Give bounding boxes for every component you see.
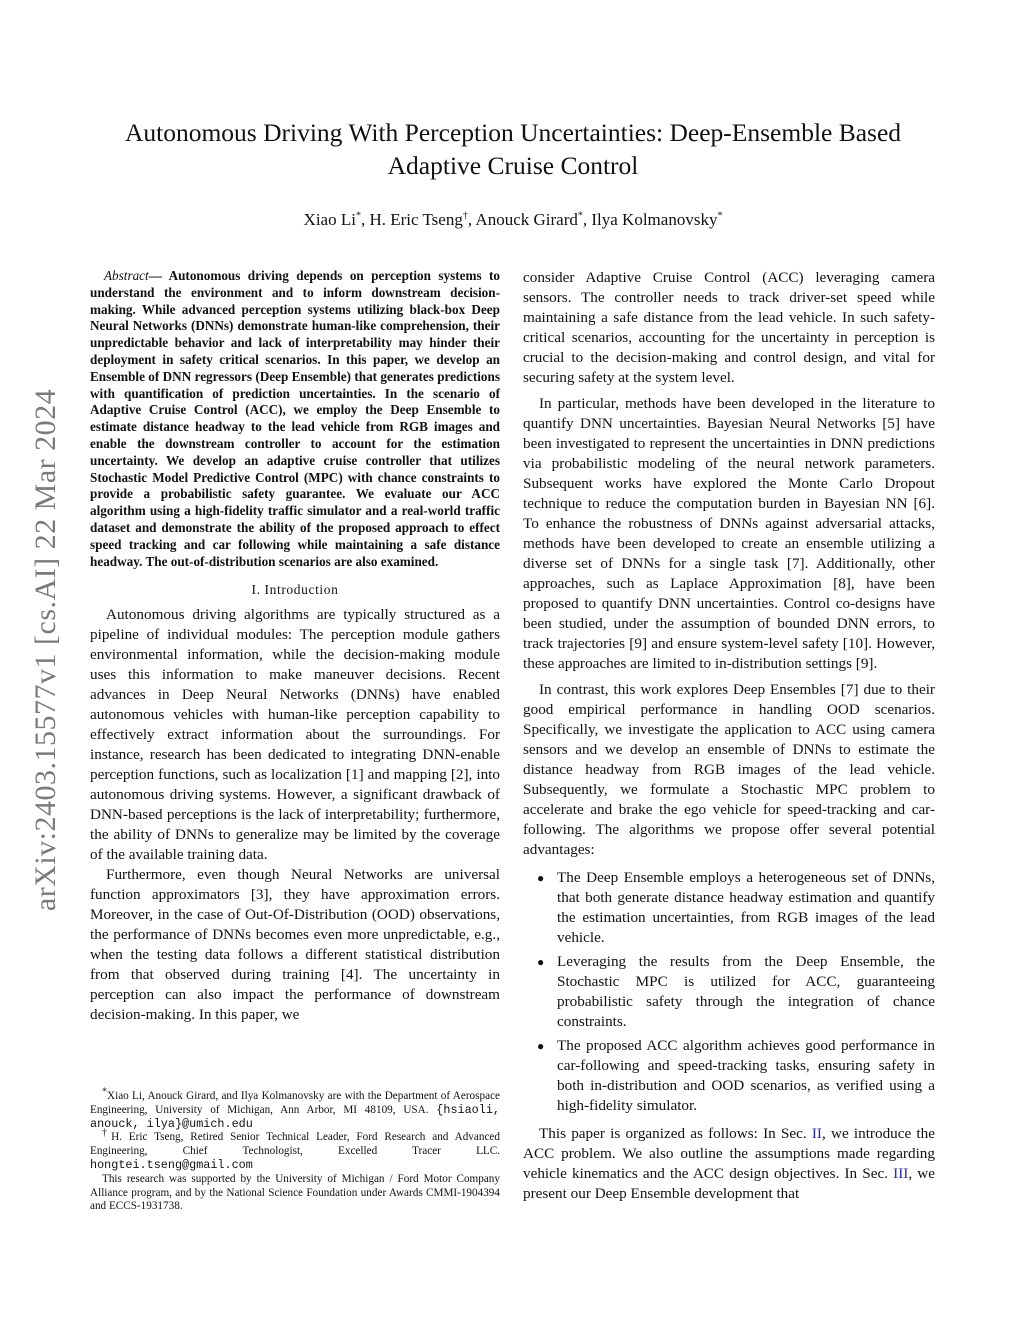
intro-paragraph-6: [523, 1124, 935, 1204]
author-4-mark: *: [717, 210, 723, 222]
intro-paragraph-5: In contrast, this work explores Deep Ensembles [7] due to their good empirical performance in handling OOD scenarios. Specifically, we investigate the application to ACC using camera sensors and we develop an ensemble of DNNs to estimate the distance headway from RGB images of the lead vehicle. Subsequently, we formulate a Stochastic MPC problem to accelerate and brake the ego vehicle for speed-tracking and car-following. The algorithms we propose offer several potential advantages:: [523, 681, 935, 858]
author-3: , Anouck Girard: [467, 210, 578, 229]
section-ref-link-iii[interactable]: III: [893, 1165, 909, 1182]
footnote-funding: This research was supported by the University of Michigan / Ford Motor Company Alliance program, and by the National Science Foundation under Awards CMMI-1904394 and ECCS-1931738.: [90, 1172, 500, 1213]
organization-text-c: , we present our Deep Ensemble development that: [523, 1165, 935, 1202]
abstract-text: — Autonomous driving depends on perception systems to understand the environment and to inform downstream decision-making. While advanced perception systems utilizing black-box Deep Neural Networks (DNNs) demonstrate human-like comprehension, their unpredictable behavior and lack of interpretability may hinder their deployment in safety critical scenarios. In this paper, we develop an Ensemble of DNN regressors (Deep Ensemble) that generates predictions with quantification of prediction uncertainties. In the scenario of Adaptive Cruise Control (ACC), we employ the Deep Ensemble to estimate distance headway to the lead vehicle from RGB images and enable the downstream controller to account for the estimation uncertainty. We develop an adaptive cruise controller that utilizes Stochastic Model Predictive Control (MPC) with chance constraints to provide a probabilistic safety guarantee. We evaluate our ACC algorithm using a high-fidelity traffic simulator and a real-world traffic dataset and demonstrate the ability of the proposed approach to effect speed tracking and car following while maintaining a safe distance headway. The out-of-distribution scenarios are also examined.: [90, 268, 500, 569]
contribution-1-text: The Deep Ensemble employs a heterogeneous set of DNNs, that both generate distance headway estimation and quantify the estimation uncertainties, from RGB images of the lead vehicle.: [557, 869, 935, 946]
bullet-icon: ●: [537, 955, 545, 969]
footnote-1-mark: *: [102, 1086, 107, 1098]
footnote-affiliation-1: [90, 1086, 500, 1131]
arxiv-sidebar: [26, 360, 66, 940]
section-ref-link-ii[interactable]: II: [811, 1125, 822, 1142]
list-item: [537, 952, 935, 1032]
contribution-list: [523, 868, 935, 1116]
author-3-mark: *: [577, 210, 583, 222]
left-column: [90, 268, 500, 1025]
footnote-affiliation-2: [90, 1127, 500, 1172]
abstract: [90, 268, 500, 570]
contribution-3-text: The proposed ACC algorithm achieves good performance in car-following and speed-tracking tasks, ensuring safety in both in-distribution and OOD scenarios, as verified using a high-fidelity simulator.: [557, 1037, 935, 1114]
title-line-2: Adaptive Cruise Control: [387, 151, 639, 180]
footnote-2-text: H. Eric Tseng, Retired Senior Technical Leader, Ford Research and Advanced Engineering, Chief Technologist, Excelled Tracer LLC.: [90, 1131, 500, 1158]
arxiv-identifier: arXiv:2403.15577v1 [cs.AI] 22 Mar 2024: [29, 388, 62, 912]
list-item: [537, 1036, 935, 1116]
author-list: [90, 210, 936, 230]
footnote-1-email: {hsiaoli, anouck, ilya}@umich.edu: [90, 1102, 500, 1131]
footnote-2-email: hongtei.tseng@gmail.com: [90, 1157, 253, 1172]
bullet-icon: ●: [537, 1039, 545, 1053]
abstract-label: Abstract: [104, 268, 149, 283]
author-4: , Ilya Kolmanovsky: [582, 210, 718, 229]
list-item: [537, 868, 935, 948]
section-heading-introduction: I. Introduction: [251, 582, 339, 598]
author-1: Xiao Li: [303, 210, 356, 229]
organization-text-b: , we introduce the ACC problem. We also outline the assumptions made regarding vehicle kinematics and the ACC design objectives. In Sec.: [523, 1125, 935, 1182]
intro-paragraph-1: Autonomous driving algorithms are typically structured as a pipeline of individual modules: The perception module gathers environmental information, while the decision-making module uses this information to make maneuver decisions. Recent advances in Deep Neural Networks (DNNs) have enabled autonomous vehicles with human-like perception capability to effectively extract information about the surroundings. For instance, research has been dedicated to integrating DNN-enable perception functions, such as localization [1] and mapping [2], into autonomous driving systems. However, a significant drawback of DNN-based perceptions is the lack of interpretability; furthermore, the ability of DNNs to generalize may be limited by the coverage of the available training data.: [90, 606, 500, 864]
author-1-mark: *: [355, 210, 361, 222]
intro-paragraph-4: In particular, methods have been developed in the literature to quantify DNN uncertainties. Bayesian Neural Networks [5] have been investigated to represent the uncertainties in DNN predictions via probabilistic modeling of the neural network parameters. Subsequent works have explored the Monte Carlo Dropout technique to reduce the computation burden in Bayesian NN [6]. To enhance the robustness of DNNs against adversarial attacks, methods have been developed to create an ensemble utilizing a diverse set of DNNs for a single task [7]. Additionally, other approaches, such as Laplace Approximation [8], have been proposed to quantify DNN uncertainties. Control co-designs have been studied, under the assumption of bounded DNN errors, to track trajectories [9] and ensure system-level safety [10]. However, these approaches are limited to in-distribution settings [9].: [523, 395, 935, 672]
footnote-1-text: Xiao Li, Anouck Girard, and Ilya Kolmanovsky are with the Department of Aerospace Engineering, University of Michigan, Ann Arbor, MI 48109, USA.: [90, 1090, 500, 1116]
author-2: , H. Eric Tseng: [360, 210, 463, 229]
right-column: [523, 268, 935, 1204]
paper-title: [90, 116, 936, 182]
author-2-mark: †: [462, 210, 468, 222]
intro-paragraph-2: Furthermore, even though Neural Networks are universal function approximators [3], they have approximation errors. Moreover, in the case of Out-Of-Distribution (OOD) observations, the performance of DNNs becomes even more unpredictable, e.g., when the testing data follows a different statistical distribution from that observed during training [4]. The uncertainty in perception can also impact the performance of downstream decision-making. In this paper, we: [90, 866, 500, 1024]
footnote-2-mark: †: [102, 1127, 112, 1139]
bullet-icon: ●: [537, 871, 545, 885]
contribution-2-text: Leveraging the results from the Deep Ensemble, the Stochastic MPC is utilized for ACC, guaranteeing probabilistic safety through the integration of chance constraints.: [557, 953, 935, 1030]
organization-text-a: This paper is organized as follows: In Sec.: [539, 1125, 812, 1142]
intro-paragraph-3: consider Adaptive Cruise Control (ACC) leveraging camera sensors. The controller needs to track driver-set speed while maintaining a safe distance from the lead vehicle. In such safety-critical scenarios, accounting for the uncertainty in perception is crucial to the decision-making and control design, and vital for securing safety at the system level.: [523, 269, 935, 386]
title-line-1: Autonomous Driving With Perception Uncertainties: Deep-Ensemble Based: [124, 118, 902, 147]
footnotes: [90, 1086, 500, 1214]
